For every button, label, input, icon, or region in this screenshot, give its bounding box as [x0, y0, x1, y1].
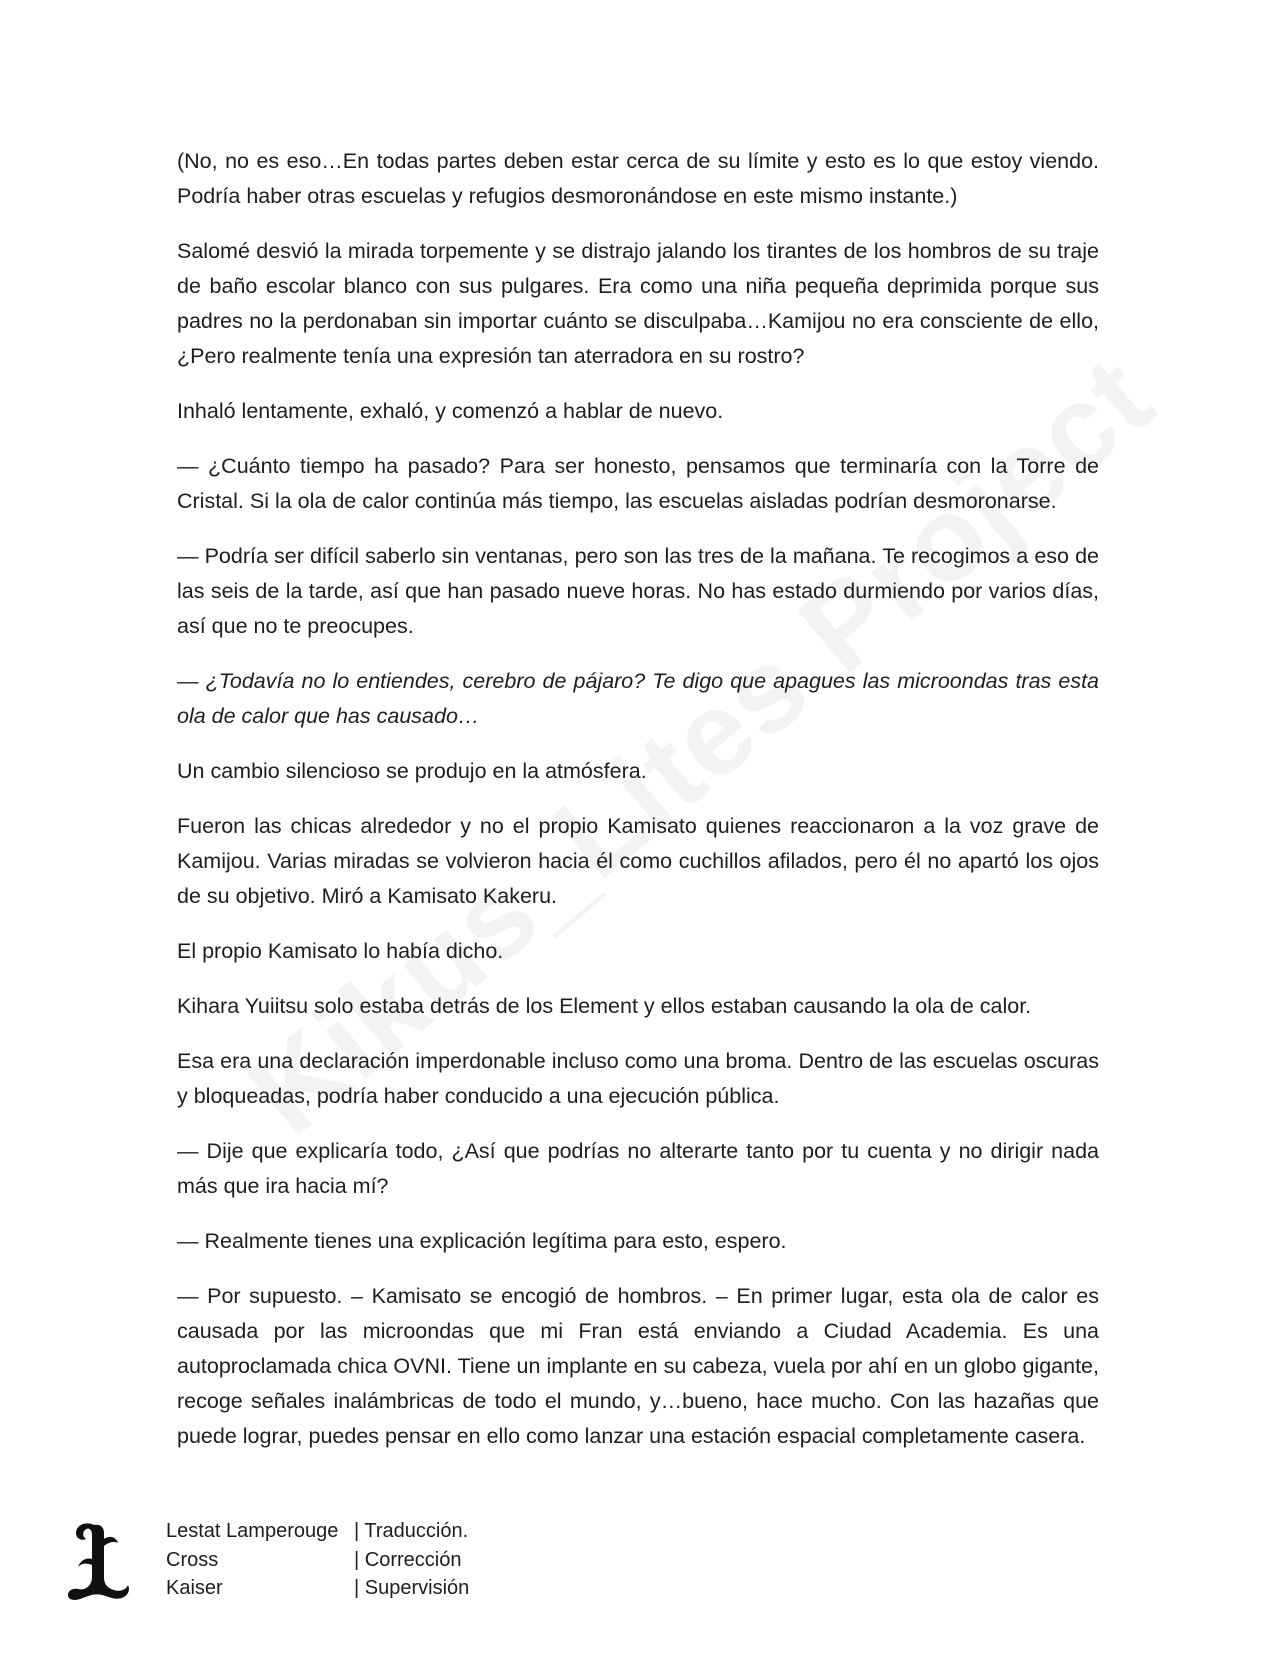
- paragraph: Esa era una declaración imperdonable incluso como una broma. Dentro de las escuelas oscuras y bloqueadas, podría haber conducido a una ejecución pública.: [177, 1049, 1099, 1108]
- paragraph: Un cambio silencioso se produjo en la atmósfera.: [177, 759, 647, 783]
- credit-row: [166, 1574, 469, 1603]
- credit-role: | Traducción.: [354, 1520, 469, 1542]
- credit-name: Lestat Lamperouge: [166, 1520, 339, 1542]
- paragraph: — ¿Cuánto tiempo ha pasado? Para ser honesto, pensamos que terminaría con la Torre de Cristal. Si la ola de calor continúa más tiempo, las escuelas aisladas podrían desmoronarse.: [177, 454, 1099, 513]
- credit-role: | Corrección: [354, 1548, 462, 1571]
- credits-list: [166, 1517, 469, 1603]
- credit-row: [166, 1546, 469, 1575]
- paragraph: Salomé desvió la mirada torpemente y se distrajo jalando los tirantes de los hombros de su traje de baño escolar blanco con sus pulgares. Era como una niña pequeña deprimida porque sus padres no la perdonaban sin importar cuánto se disculpaba…Kamijou no era consciente de ello, ¿Pero realmente tenía una expresión tan aterradora en su rostro?: [177, 239, 1099, 368]
- paragraph: El propio Kamisato lo había dicho.: [177, 939, 504, 963]
- credit-name: Cross: [166, 1548, 219, 1571]
- blackletter-l-logo-icon: [64, 1519, 132, 1603]
- paragraph: — Dije que explicaría todo, ¿Así que podrías no alterarte tanto por tu cuenta y no dirigir nada más que ira hacia mí?: [177, 1139, 1099, 1198]
- credit-row: [166, 1517, 469, 1546]
- credit-name: Kaiser: [166, 1577, 223, 1599]
- paragraph: — Por supuesto. – Kamisato se encogió de hombros. – En primer lugar, esta ola de calor es causada por las microondas que mi Fran está enviando a Ciudad Academia. Es una autoproclamada chica OVNI. Tiene un implante en su cabeza, vuela por ahí en un globo gigante, recoge señales inalámbricas de todo el mundo, y…bueno, hace mucho. Con las hazañas que puede lograr, puedes pensar en ello como lanzar una estación espacial completamente casera.: [177, 1284, 1099, 1448]
- paragraph: — Podría ser difícil saberlo sin ventanas, pero son las tres de la mañana. Te recogimos a eso de las seis de la tarde, así que han pasado nueve horas. No has estado durmiendo por varios días, así que no te preocupes.: [177, 544, 1099, 638]
- paragraph: Fueron las chicas alrededor y no el propio Kamisato quienes reaccionaron a la voz grave de Kamijou. Varias miradas se volvieron hacia él como cuchillos afilados, pero él no apartó los ojos de su objetivo. Miró a Kamisato Kakeru.: [177, 814, 1099, 908]
- body-text: [177, 144, 1099, 1474]
- credit-role: | Supervisión: [354, 1577, 470, 1599]
- paragraph: (No, no es eso…En todas partes deben estar cerca de su límite y esto es lo que estoy viendo. Podría haber otras escuelas y refugios desmoronándose en este mismo instante.): [177, 149, 1099, 208]
- paragraph: — ¿Todavía no lo entiendes, cerebro de pájaro? Te digo que apagues las microondas tras esta ola de calor que has causado…: [177, 669, 1099, 728]
- paragraph: Inhaló lentamente, exhaló, y comenzó a hablar de nuevo.: [177, 399, 724, 423]
- paragraph: — Realmente tienes una explicación legítima para esto, espero.: [177, 1229, 787, 1253]
- paragraph: Kihara Yuiitsu solo estaba detrás de los Element y ellos estaban causando la ola de calor.: [177, 994, 1032, 1018]
